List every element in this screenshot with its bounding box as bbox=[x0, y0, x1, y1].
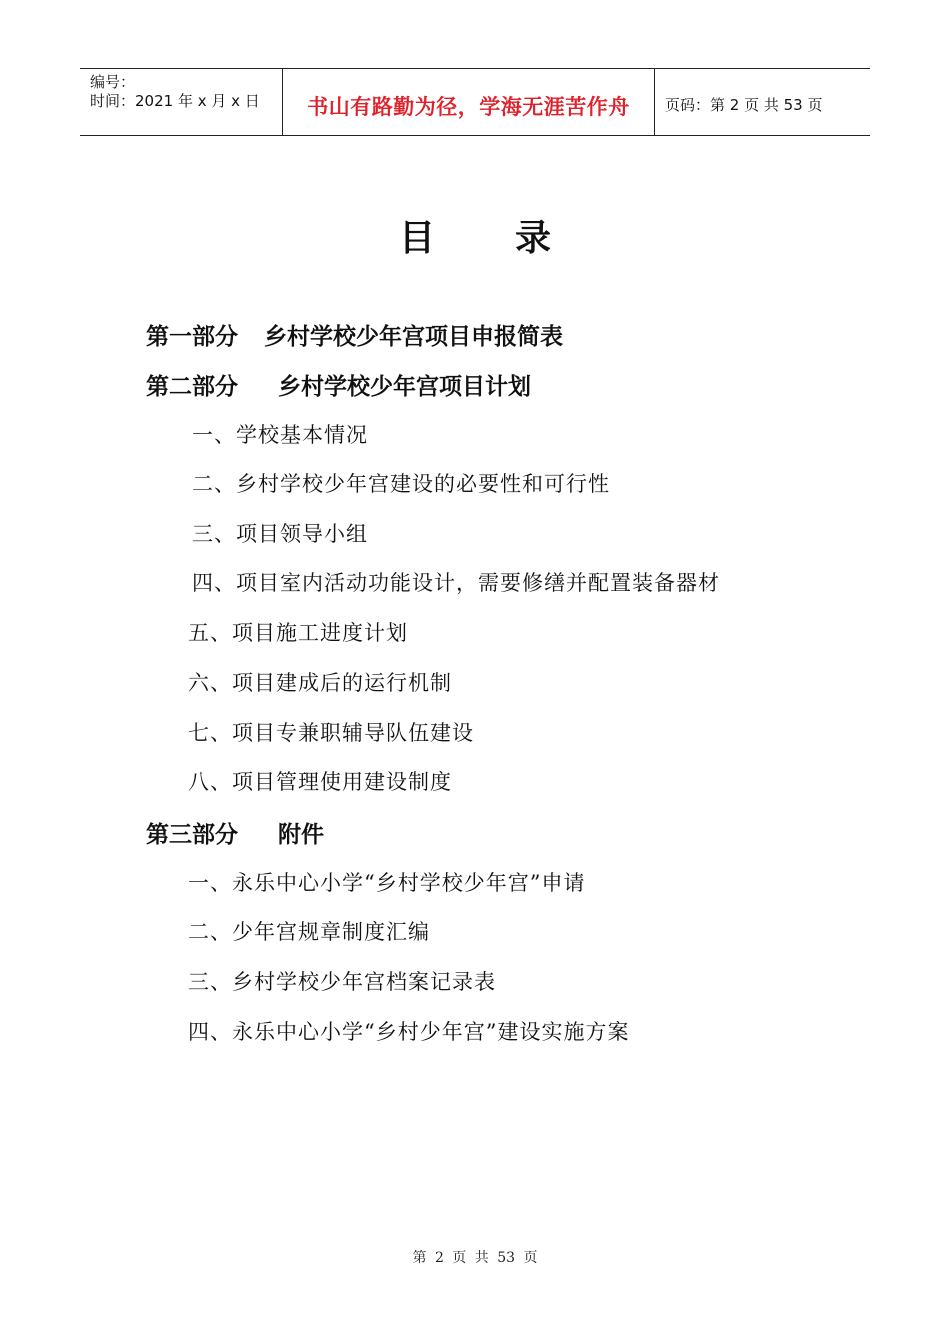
toc-part-1-label: 第一部分 bbox=[146, 324, 238, 350]
header-left-cell bbox=[80, 69, 282, 135]
toc-part-2-label: 第二部分 bbox=[146, 374, 238, 400]
toc-item: 五、项目施工进度计划 bbox=[188, 621, 408, 645]
header-page-info: 页码：第 2 页 共 53 页 bbox=[665, 96, 823, 114]
toc-item: 二、少年宫规章制度汇编 bbox=[188, 920, 430, 944]
toc-item: 七、项目专兼职辅导队伍建设 bbox=[188, 721, 474, 745]
toc-part-3 bbox=[146, 816, 324, 849]
toc-part-1 bbox=[146, 318, 563, 351]
toc-item: 四、永乐中心小学“乡村少年宫”建设实施方案 bbox=[188, 1020, 630, 1044]
header-motto: 书山有路勤为径，学海无涯苦作舟 bbox=[307, 95, 630, 119]
toc-item: 三、项目领导小组 bbox=[192, 522, 368, 546]
toc-item: 四、项目室内活动功能设计，需要修缮并配置装备器材 bbox=[192, 571, 720, 595]
header-motto-cell bbox=[282, 69, 655, 135]
toc-item: 二、乡村学校少年宫建设的必要性和可行性 bbox=[192, 472, 610, 496]
document-title: 目录 bbox=[398, 217, 631, 259]
toc-part-1-text: 乡村学校少年宫项目申报简表 bbox=[264, 324, 563, 350]
toc-part-2 bbox=[146, 368, 531, 401]
toc-item: 三、乡村学校少年宫档案记录表 bbox=[188, 970, 496, 994]
toc-item: 六、项目建成后的运行机制 bbox=[188, 671, 452, 695]
page-header bbox=[80, 68, 870, 136]
toc-part-3-label: 第三部分 bbox=[146, 822, 238, 848]
document-number-label: 编号： bbox=[90, 73, 136, 91]
toc-item: 八、项目管理使用建设制度 bbox=[188, 770, 452, 794]
toc-item: 一、学校基本情况 bbox=[192, 423, 368, 447]
document-time-label: 时间：2021 年 x 月 x 日 bbox=[90, 92, 260, 110]
page-footer: 第 2 页 共 53 页 bbox=[412, 1250, 538, 1266]
toc-part-2-text: 乡村学校少年宫项目计划 bbox=[278, 374, 531, 400]
toc-item: 一、永乐中心小学“乡村学校少年宫”申请 bbox=[188, 871, 586, 895]
header-page-cell bbox=[655, 69, 870, 135]
toc-part-3-text: 附件 bbox=[278, 822, 324, 848]
